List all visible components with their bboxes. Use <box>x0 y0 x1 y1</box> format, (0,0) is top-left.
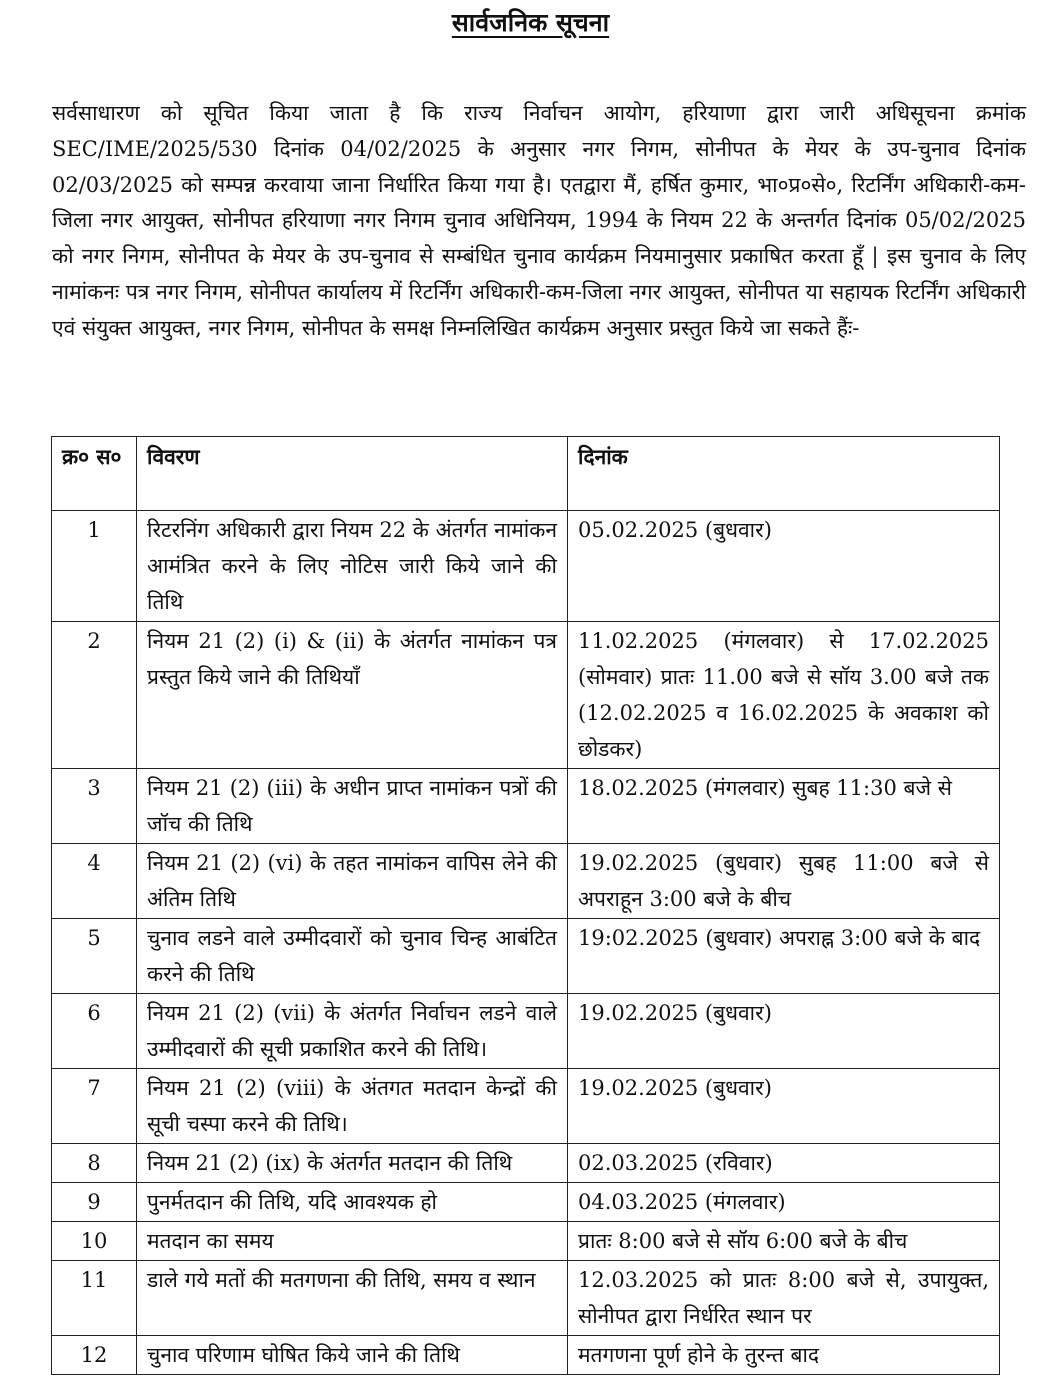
table-row <box>52 919 1000 994</box>
row-description: डाले गये मतों की मतगणना की तिथि, समय व स्थान <box>137 1261 568 1336</box>
row-serial: 12 <box>52 1336 137 1375</box>
row-description: पुनर्मतदान की तिथि, यदि आवश्यक हो <box>137 1183 568 1222</box>
row-date: 04.03.2025 (मंगलवार) <box>568 1183 1000 1222</box>
row-description: नियम 21 (2) (vi) के तहत नामांकन वापिस लेने की अंतिम तिथि <box>137 844 568 919</box>
row-serial: 2 <box>52 622 137 769</box>
row-serial: 7 <box>52 1069 137 1144</box>
row-serial: 6 <box>52 994 137 1069</box>
notice-body: सर्वसाधारण को सूचित किया जाता है कि राज्य निर्वाचन आयोग, हरियाणा द्वारा जारी अधिसूचना क्रमांक SEC/IME/2025/530 दिनांक 04/02/2025 के अनुसार नगर निगम, सोनीपत के मेयर के उप-चुनाव दिनांक 02/03/2025 को सम्पन्न करवाया जाना निर्धारित किया गया है। एतद्वारा मैं, हर्षित कुमार, भा०प्र०से०, रिटर्निंग अधिकारी-कम-जिला नगर आयुक्त, सोनीपत हरियाणा नगर निगम चुनाव अधिनियम, 1994 के नियम 22 के अन्तर्गत दिनांक 05/02/2025 को नगर निगम, सोनीपत के मेयर के उप-चुनाव से सम्बंधित चुनाव कार्यक्रम नियमानुसार प्रकाषित करता हूँ | इस चुनाव के लिए नामांकनः पत्र नगर निगम, सोनीपत कार्यालय में रिटर्निंग अधिकारी-कम-जिला नगर आयुक्त, सोनीपत या सहायक रिटर्निंग अधिकारी एवं संयुक्त आयुक्त, नगर निगम, सोनीपत के समक्ष निम्नलिखित कार्यक्रम अनुसार प्रस्तुत किये जा सकते हैंः- <box>52 101 1026 340</box>
row-serial: 4 <box>52 844 137 919</box>
row-description: चुनाव परिणाम घोषित किये जाने की तिथि <box>137 1336 568 1375</box>
row-description: रिटरनिंग अधिकारी द्वारा नियम 22 के अंतर्गत नामांकन आमंत्रित करने के लिए नोटिस जारी किये जाने की तिथि <box>137 511 568 622</box>
row-serial: 8 <box>52 1144 137 1183</box>
table-row <box>52 1183 1000 1222</box>
table-header-row <box>52 437 1000 511</box>
header-serial: क्र० स० <box>52 437 137 511</box>
row-date: 18.02.2025 (मंगलवार) सुबह 11:30 बजे से <box>568 769 1000 844</box>
row-date: 05.02.2025 (बुधवार) <box>568 511 1000 622</box>
notice-title-text: सार्वजनिक सूचना <box>451 8 610 37</box>
row-date: प्रातः 8:00 बजे से सॉय 6:00 बजे के बीच <box>568 1222 1000 1261</box>
notice-title <box>0 6 1061 40</box>
row-description: नियम 21 (2) (viii) के अंतगत मतदान केन्द्रों की सूची चस्पा करने की तिथि। <box>137 1069 568 1144</box>
table-row <box>52 1069 1000 1144</box>
row-description: नियम 21 (2) (iii) के अधीन प्राप्त नामांकन पत्रों की जॉच की तिथि <box>137 769 568 844</box>
header-description: विवरण <box>137 437 568 511</box>
table-row <box>52 622 1000 769</box>
row-description: नियम 21 (2) (vii) के अंतर्गत निर्वाचन लडने वाले उम्मीदवारों की सूची प्रकाशित करने की तिथि। <box>137 994 568 1069</box>
row-date: 12.03.2025 को प्रातः 8:00 बजे से, उपायुक्त, सोनीपत द्वारा निर्धरित स्थान पर <box>568 1261 1000 1336</box>
row-serial: 3 <box>52 769 137 844</box>
row-date: 11.02.2025 (मंगलवार) से 17.02.2025 (सोमवार) प्रातः 11.00 बजे से सॉय 3.00 बजे तक (12.02.2025 व 16.02.2025 के अवकाश को छोडकर) <box>568 622 1000 769</box>
row-serial: 9 <box>52 1183 137 1222</box>
row-date: 19:02.2025 (बुधवार) अपराह्न 3:00 बजे के बाद <box>568 919 1000 994</box>
table-row <box>52 769 1000 844</box>
row-date: 19.02.2025 (बुधवार) <box>568 1069 1000 1144</box>
election-schedule-table <box>51 436 1000 1375</box>
table-row <box>52 844 1000 919</box>
row-description: मतदान का समय <box>137 1222 568 1261</box>
table-row <box>52 994 1000 1069</box>
table-row <box>52 1336 1000 1375</box>
header-date: दिनांक <box>568 437 1000 511</box>
row-serial: 10 <box>52 1222 137 1261</box>
row-description: नियम 21 (2) (i) & (ii) के अंतर्गत नामांकन पत्र प्रस्तुत किये जाने की तिथियाँ <box>137 622 568 769</box>
table-row <box>52 1144 1000 1183</box>
row-date: मतगणना पूर्ण होने के तुरन्त बाद <box>568 1336 1000 1375</box>
table-row <box>52 1261 1000 1336</box>
row-serial: 11 <box>52 1261 137 1336</box>
row-serial: 1 <box>52 511 137 622</box>
table-row <box>52 511 1000 622</box>
row-description: नियम 21 (2) (ix) के अंतर्गत मतदान की तिथि <box>137 1144 568 1183</box>
row-serial: 5 <box>52 919 137 994</box>
table-body <box>52 511 1000 1375</box>
table-row <box>52 1222 1000 1261</box>
row-date: 19.02.2025 (बुधवार) सुबह 11:00 बजे से अपराहून 3:00 बजे के बीच <box>568 844 1000 919</box>
row-description: चुनाव लडने वाले उम्मीदवारों को चुनाव चिन्ह आबंटित करने की तिथि <box>137 919 568 994</box>
row-date: 02.03.2025 (रविवार) <box>568 1144 1000 1183</box>
row-date: 19.02.2025 (बुधवार) <box>568 994 1000 1069</box>
